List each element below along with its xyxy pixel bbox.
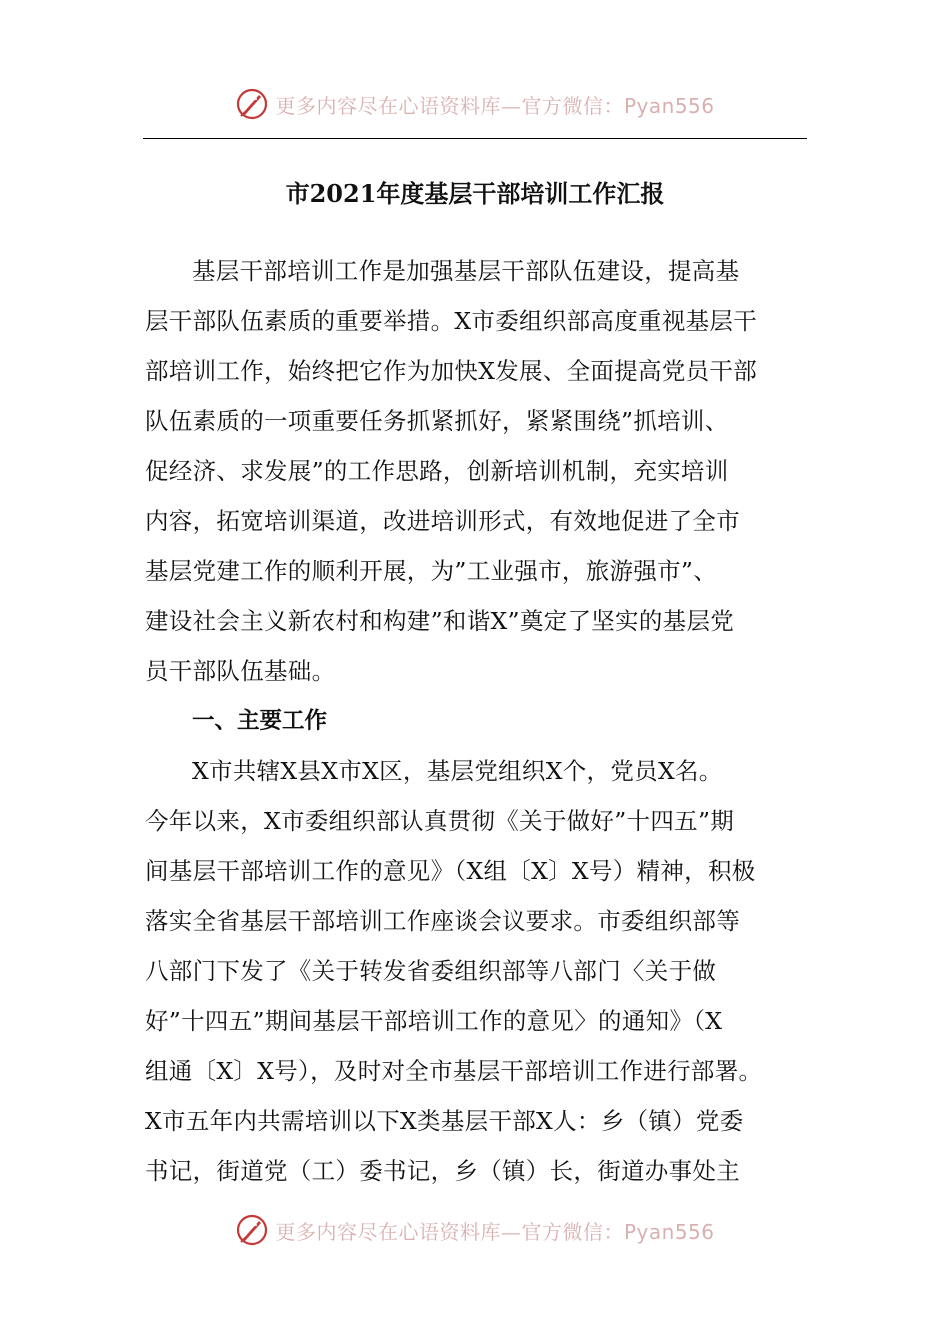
watermark-wechat-id: Pyan556 — [623, 1219, 715, 1244]
paragraph-line: 书记，街道党（工）委书记，乡（镇）长，街道办事处主 — [145, 1157, 740, 1185]
paragraph-line: X市共辖X县X市X区，基层党组织X个，党员X名。 — [192, 757, 723, 785]
section-heading: 一、主要工作 — [192, 708, 328, 734]
watermark-wechat-id: Pyan556 — [623, 93, 715, 118]
watermark-text-cn: 更多内容尽在心语资料库—官方微信： — [275, 93, 624, 118]
paragraph-line: 落实全省基层干部培训工作座谈会议要求。市委组织部等 — [145, 907, 740, 935]
intro-paragraph — [145, 246, 809, 696]
paragraph-line: 间基层干部培训工作的意见》（X组〔X〕X号）精神，积极 — [145, 857, 756, 885]
paragraph-line: 基层党建工作的顺利开展，为”工业强市，旅游强市”、 — [145, 557, 718, 585]
paragraph-line: 组通〔X〕X号），及时对全市基层干部培训工作进行部署。 — [145, 1057, 763, 1085]
paragraph-line: 建设社会主义新农村和构建”和谐X”奠定了坚实的基层党 — [145, 607, 735, 635]
watermark-text — [275, 1216, 714, 1245]
paragraph-line: 促经济、求发展”的工作思路，创新培训机制，充实培训 — [145, 457, 729, 485]
watermark-text-cn: 更多内容尽在心语资料库—官方微信： — [275, 1219, 624, 1244]
paragraph-line: 员干部队伍基础。 — [145, 657, 336, 685]
paragraph-line: 部培训工作，始终把它作为加快X发展、全面提高党员干部 — [145, 357, 758, 385]
paragraph-line: 层干部队伍素质的重要举措。X市委组织部高度重视基层干 — [145, 307, 758, 335]
paragraph-line: 基层干部培训工作是加强基层干部队伍建设，提高基 — [192, 257, 740, 285]
section-paragraph — [145, 746, 809, 1196]
paragraph-line: 队伍素质的一项重要任务抓紧抓好，紧紧围绕”抓培训、 — [145, 407, 729, 435]
paragraph-line: 八部门下发了《关于转发省委组织部等八部门〈关于做 — [145, 957, 717, 985]
watermark-text — [275, 90, 714, 119]
quill-logo-icon — [235, 1213, 269, 1247]
paragraph-line: X市五年内共需培训以下X类基层干部X人：乡（镇）党委 — [145, 1107, 744, 1135]
watermark-banner-bottom — [0, 1208, 950, 1252]
header-divider — [143, 138, 807, 139]
watermark-banner-top — [0, 82, 950, 126]
paragraph-line: 好”十四五”期间基层干部培训工作的意见〉的通知》（X — [145, 1007, 723, 1035]
paragraph-line: 今年以来，X市委组织部认真贯彻《关于做好”十四五”期 — [145, 807, 735, 835]
page-title: 市2021年度基层干部培训工作汇报 — [285, 179, 665, 208]
quill-logo-icon — [235, 87, 269, 121]
paragraph-line: 内容，拓宽培训渠道，改进培训形式，有效地促进了全市 — [145, 507, 740, 535]
